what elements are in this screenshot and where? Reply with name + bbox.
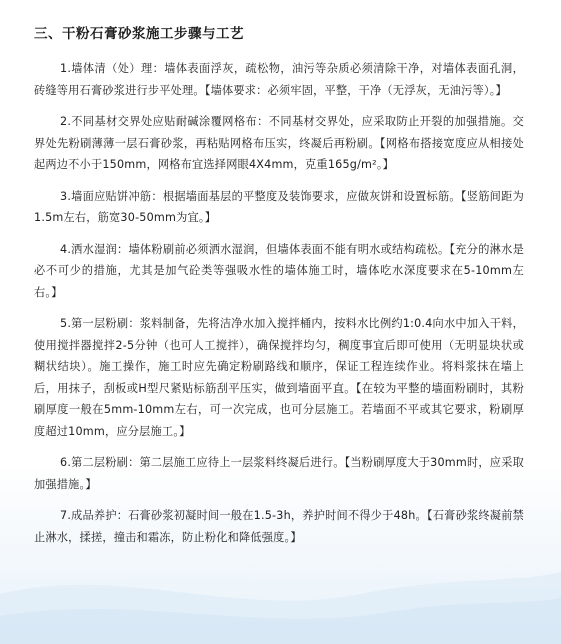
step-paragraph-4: 4.洒水湿润：墙体粉刷前必须洒水湿润，但墙体表面不能有明水或结构疏松。【充分的淋水是必不可少的措施，尤其是加气砼类等强吸水性的墙体施工时，墙体吃水深度要求在5-10mm左右。】	[34, 242, 524, 299]
step-paragraph-1: 1.墙体清（处）理：墙体表面浮灰，疏松物，油污等杂质必须清除干净，对墙体表面孔洞，砖缝等用石膏砂浆进行步平处理。【墙体要求：必须牢固，平整，干净（无浮灰，无油污等）。】	[34, 62, 524, 97]
step-paragraph-3: 3.墙面应贴饼冲筋：根据墙面基层的平整度及装饰要求，应做灰饼和设置标筋。【竖筋间距为1.5m左右，筋宽30-50mm为宜。】	[34, 189, 524, 224]
step-paragraph-6: 6.第二层粉刷：第二层施工应待上一层浆料终凝后进行。【当粉刷厚度大于30mm时，应采取加强措施。】	[34, 456, 524, 491]
step-paragraph-2: 2.不同基材交界处应贴耐碱涂覆网格布：不同基材交界处，应采取防止开裂的加强措施。交界处先粉刷薄薄一层石膏砂浆，再粘贴网格布压实，终凝后再粉刷。【网格布搭接宽度应从相接处起两边不小于150mm，网格布宜选择网眼4X4mm，克重165g/m²。】	[34, 115, 524, 171]
section-title: 三、干粉石膏砂浆施工步骤与工艺	[34, 26, 244, 42]
step-paragraph-7: 7.成品养护：石膏砂浆初凝时间一般在1.5-3h，养护时间不得少于48h。【石膏砂浆终凝前禁止淋水，揉搓，撞击和霜冻，防止粉化和降低强度。】	[34, 509, 524, 544]
document-body	[34, 58, 524, 558]
step-paragraph-5: 5.第一层粉刷：浆料制备，先将洁净水加入搅拌桶内，按料水比例约1:0.4向水中加入干料，使用搅拌器搅拌2-5分钟（也可人工搅拌），确保搅拌均匀，稠度事宜后即可使用（无明显块状或糊状结块）。施工操作，施工时应先确定粉刷路线和顺序，保证工程连续作业。将料浆抹在墙上后，用抹子，刮板或H型尺紧贴标筋刮平压实，做到墙面平直。【在较为平整的墙面粉刷时，其粉刷厚度一般在5mm-10mm左右，可一次完成，也可分层施工。若墙面不平或其它要求，粉刷厚度超过10mm，应分层施工。】	[34, 317, 524, 438]
